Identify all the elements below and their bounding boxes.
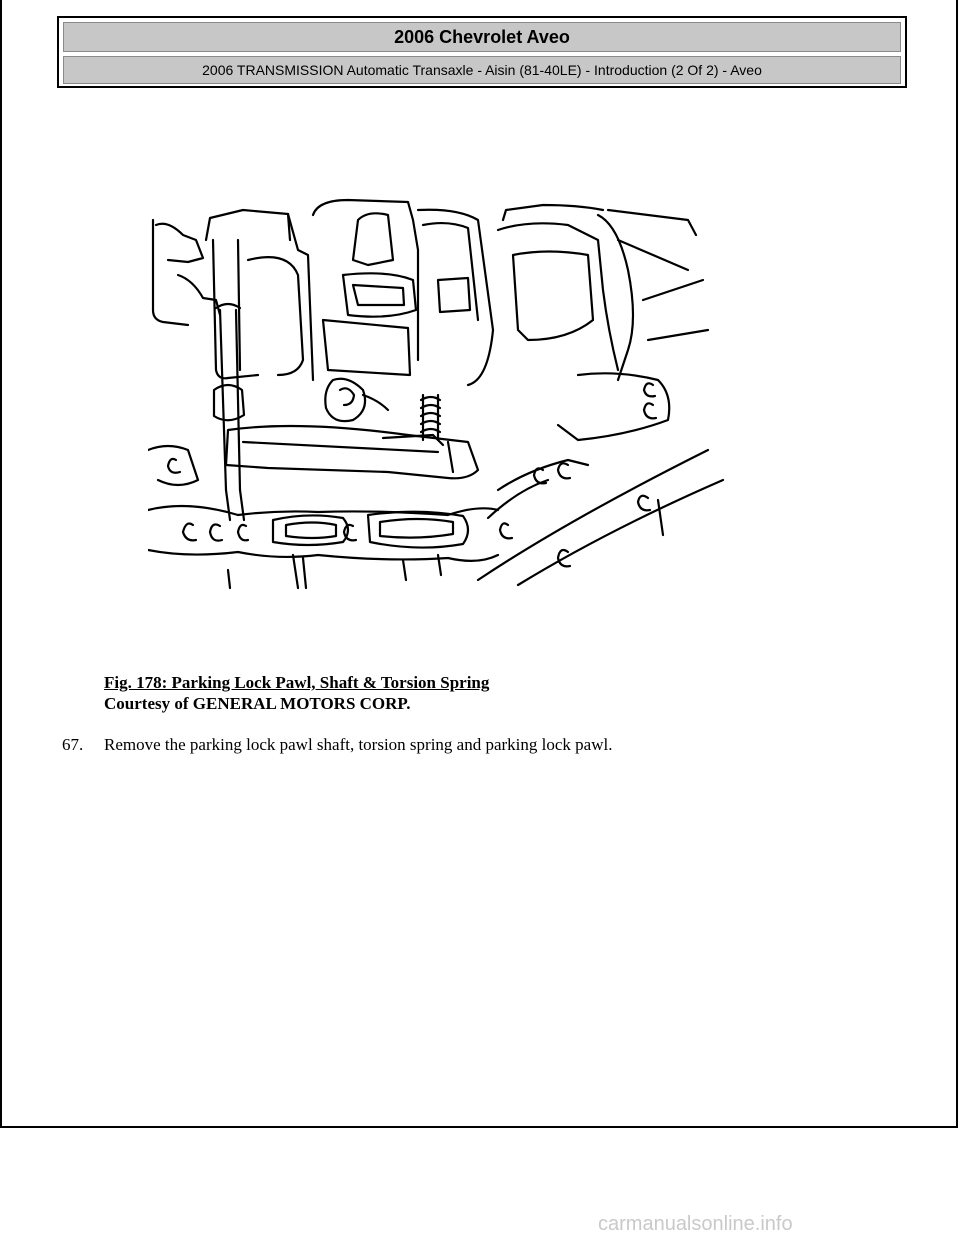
parking-lock-pawl-illustration [148,180,738,590]
site-watermark: carmanualsonline.info [598,1213,793,1235]
step-text: Remove the parking lock pawl shaft, torsion spring and parking lock pawl. [104,735,613,754]
figure-courtesy: Courtesy of GENERAL MOTORS CORP. [104,694,411,713]
step-number: 67. [62,735,84,754]
procedure-step [62,734,612,756]
document-title: 2006 Chevrolet Aveo [63,22,901,52]
document-subtitle: 2006 TRANSMISSION Automatic Transaxle - Aisin (81-40LE) - Introduction (2 Of 2) - Aveo [63,56,901,84]
figure-caption [104,672,489,714]
figure-caption-title[interactable]: Fig. 178: Parking Lock Pawl, Shaft & Torsion Spring [104,673,490,692]
document-header [57,16,907,88]
